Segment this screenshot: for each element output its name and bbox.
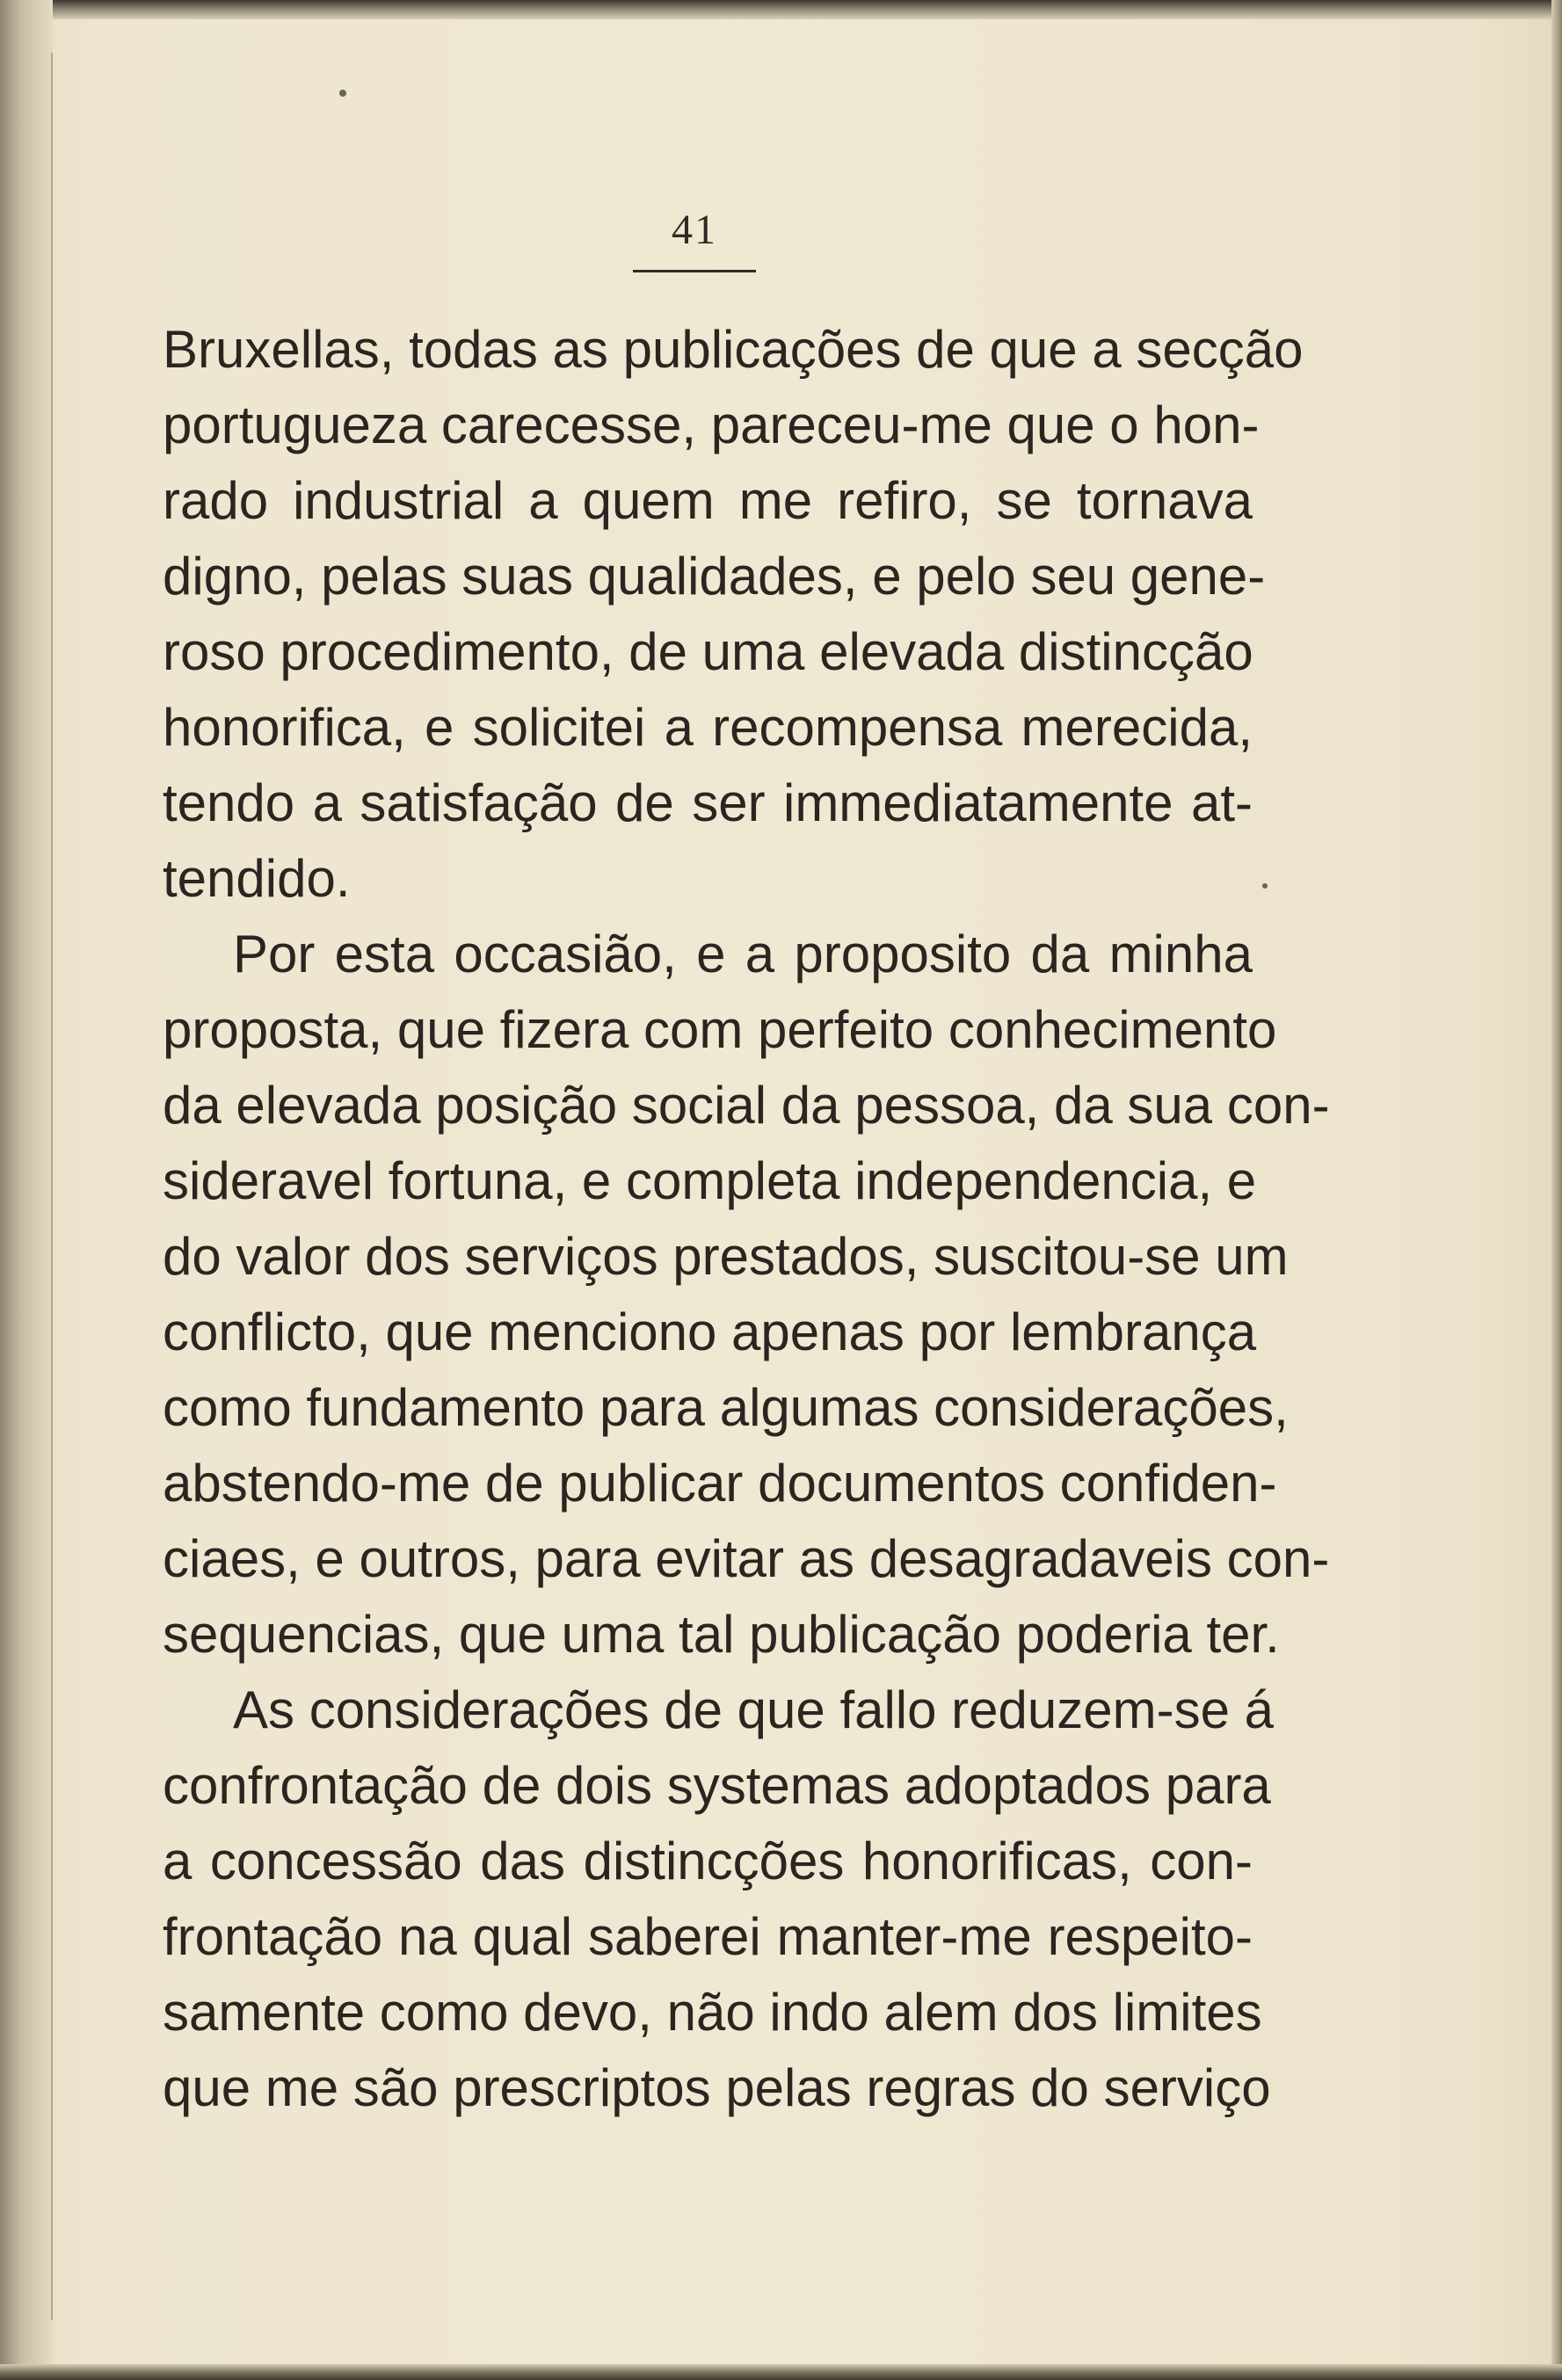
text-line: da elevada posição social da pessoa, da sua con- [163, 1076, 1330, 1135]
text-line: tendo a satisfação de ser immediatamente at- [163, 773, 1253, 832]
text-line: Bruxellas, todas as publicações de que a secção [163, 320, 1304, 379]
page-binding-edge [0, 0, 53, 2380]
paper-speck [339, 90, 346, 97]
paper-speck [1262, 883, 1268, 889]
text-line: abstendo-me de publicar documentos confiden- [163, 1454, 1277, 1513]
text-line: ciaes, e outros, para evitar as desagradaveis con- [163, 1529, 1330, 1588]
text-line: confrontação de dois systemas adoptados para [163, 1756, 1271, 1815]
text-line: proposta, que fizera com perfeito conhecimento [163, 1000, 1277, 1059]
page-number: 41 [672, 207, 717, 253]
text-line: frontação na qual saberei manter-me respeito- [163, 1907, 1253, 1966]
text-line: Por esta occasião, e a proposito da minha [233, 925, 1253, 983]
text-line: como fundamento para algumas considerações, [163, 1378, 1289, 1437]
page-right-edge [1551, 0, 1562, 2380]
text-line: rado industrial a quem me refiro, se tornava [163, 471, 1253, 530]
text-line: do valor dos serviços prestados, suscitou-se um [163, 1227, 1289, 1286]
text-line: samente como devo, não indo alem dos limites [163, 1983, 1262, 2042]
binding-line [51, 53, 53, 2320]
page-top-edge [0, 0, 1562, 19]
text-line: digno, pelas suas qualidades, e pelo seu gene- [163, 547, 1266, 606]
page-bottom-edge [0, 2364, 1562, 2380]
page-number-rule [633, 270, 756, 272]
text-line: que me são prescriptos pelas regras do serviço [163, 2058, 1271, 2117]
body-text [163, 312, 1330, 2126]
text-line: As considerações de que fallo reduzem-se á [233, 1680, 1275, 1739]
text-line: portugueza carecesse, pareceu-me que o hon- [163, 395, 1260, 454]
text-line: honorifica, e solicitei a recompensa merecida, [163, 698, 1253, 757]
text-line: roso procedimento, de uma elevada distincção [163, 622, 1253, 681]
text-line: sequencias, que uma tal publicação poderia ter. [163, 1605, 1280, 1664]
text-line: tendido. [163, 849, 351, 908]
text-line: sideravel fortuna, e completa independencia, e [163, 1151, 1257, 1210]
text-line: conflicto, que menciono apenas por lembrança [163, 1302, 1257, 1361]
text-line: a concessão das distincções honorificas, con- [163, 1832, 1253, 1890]
